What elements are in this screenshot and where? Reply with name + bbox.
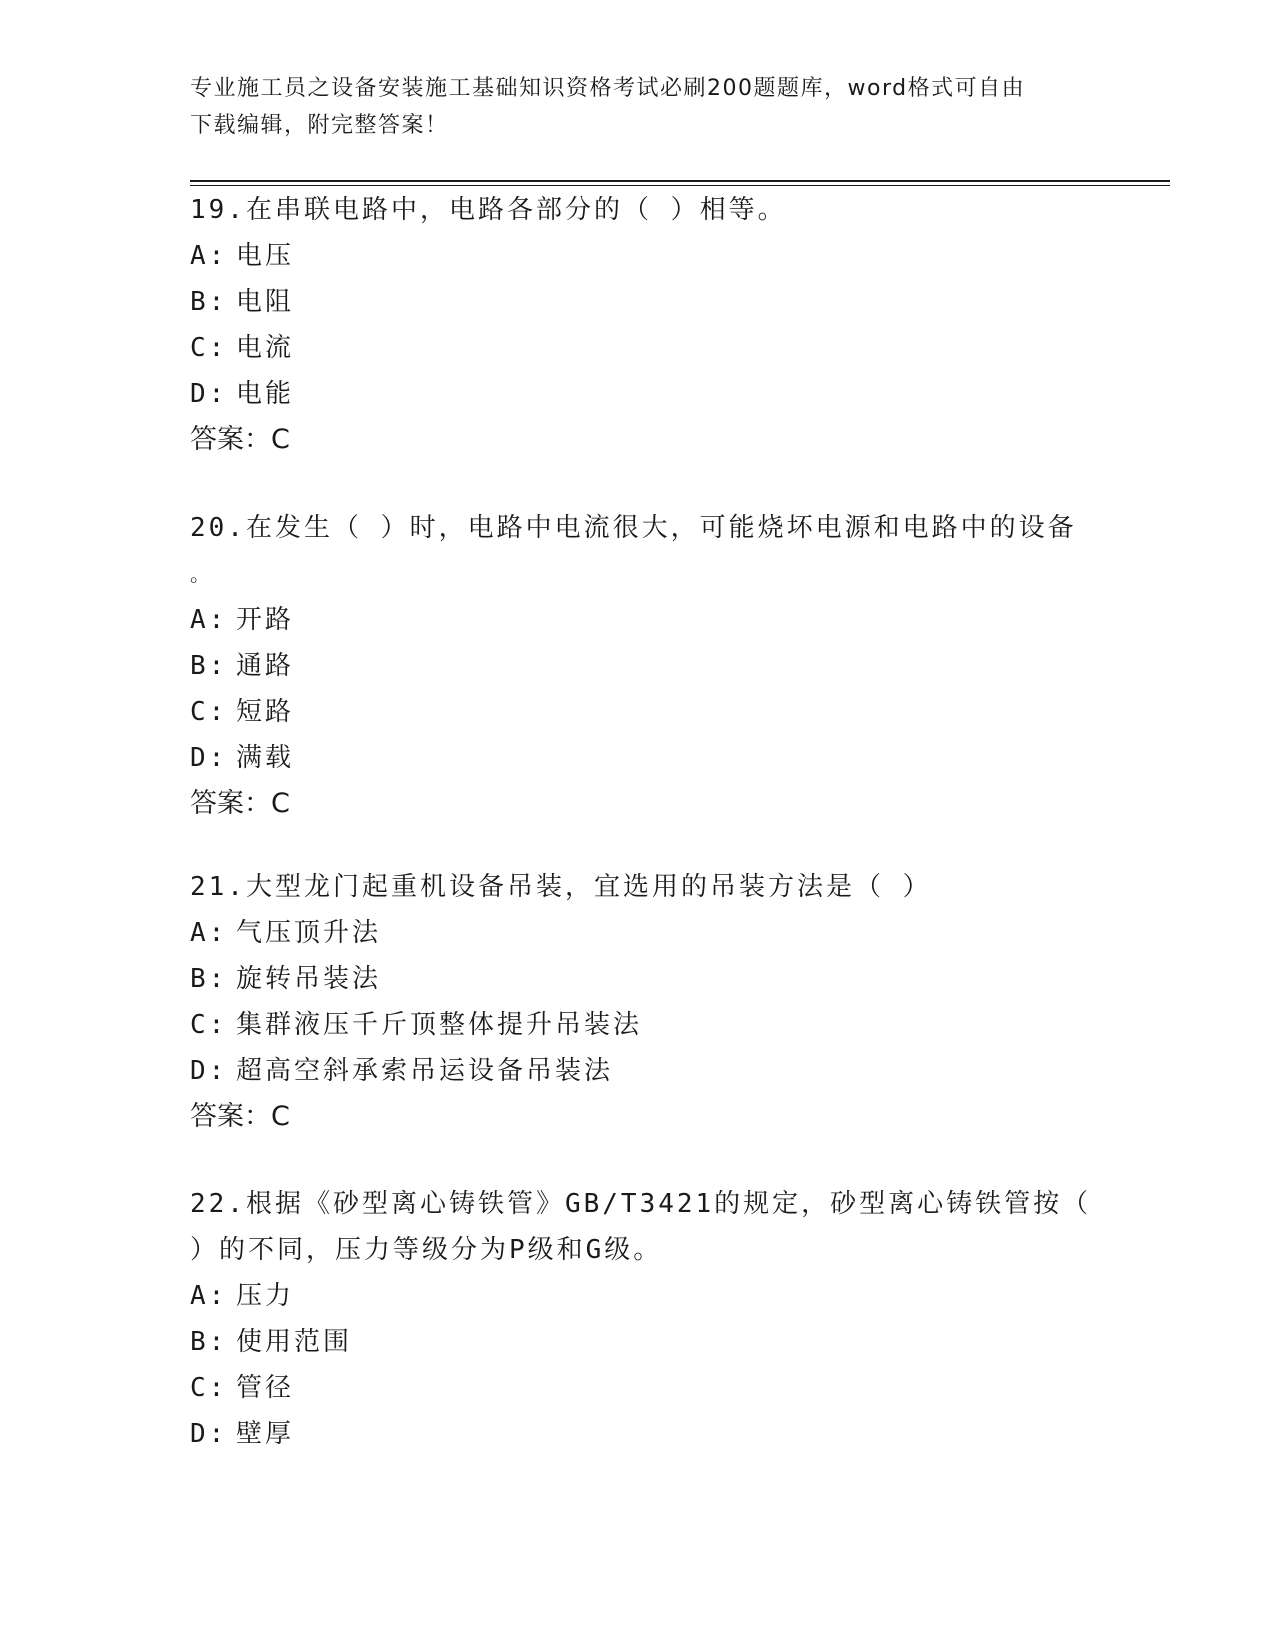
option-text: 气压顶升法 xyxy=(236,918,382,948)
header-line-2: 下载编辑，附完整答案！ xyxy=(190,113,449,138)
option-text: 电压 xyxy=(236,241,295,271)
option-text: 满载 xyxy=(236,743,295,773)
question-stem: 22.根据《砂型离心铸铁管》GB/T3421的规定，砂型离心铸铁管按（ xyxy=(190,1189,1092,1219)
option-text: 短路 xyxy=(236,697,295,727)
question-stem: 21.大型龙门起重机设备吊装，宜选用的吊装方法是（ ） xyxy=(190,872,932,902)
option-key: A: xyxy=(190,605,228,635)
header-divider-thin xyxy=(190,185,1170,186)
header-divider-thick xyxy=(190,180,1170,182)
option-key: C: xyxy=(190,697,228,727)
option-text: 电阻 xyxy=(236,287,295,317)
option-key: A: xyxy=(190,1281,228,1311)
option-a xyxy=(190,1273,1090,1319)
header-line-1: 专业施工员之设备安装施工基础知识资格考试必刷200题题库，word格式可自由 xyxy=(190,76,1026,101)
option-b xyxy=(190,643,1090,689)
question-stem-continuation: 。 xyxy=(190,562,213,586)
option-text: 旋转吊装法 xyxy=(236,964,382,994)
option-b xyxy=(190,279,1090,325)
option-d xyxy=(190,735,1090,781)
option-b xyxy=(190,956,1090,1002)
question-stem-continuation: ）的不同，压力等级分为P级和G级。 xyxy=(190,1235,663,1265)
option-key: C: xyxy=(190,1010,228,1040)
option-text: 集群液压千斤顶整体提升吊装法 xyxy=(236,1010,643,1040)
option-key: D: xyxy=(190,743,228,773)
option-text: 电能 xyxy=(236,379,295,409)
option-key: D: xyxy=(190,1056,228,1086)
question-20 xyxy=(190,505,1090,827)
option-text: 壁厚 xyxy=(236,1419,295,1449)
option-text: 通路 xyxy=(236,651,295,681)
option-c xyxy=(190,325,1090,371)
option-c xyxy=(190,689,1090,735)
option-text: 超高空斜承索吊运设备吊装法 xyxy=(236,1056,614,1086)
option-d xyxy=(190,371,1090,417)
question-22 xyxy=(190,1181,1090,1457)
answer: 答案：C xyxy=(190,424,290,455)
option-text: 管径 xyxy=(236,1373,295,1403)
option-d xyxy=(190,1411,1090,1457)
option-key: A: xyxy=(190,241,228,271)
option-c xyxy=(190,1365,1090,1411)
option-text: 使用范围 xyxy=(236,1327,353,1357)
option-a xyxy=(190,910,1090,956)
option-d xyxy=(190,1048,1090,1094)
option-key: B: xyxy=(190,651,228,681)
option-key: D: xyxy=(190,379,228,409)
option-key: C: xyxy=(190,1373,228,1403)
option-c xyxy=(190,1002,1090,1048)
question-19 xyxy=(190,187,1090,463)
option-key: C: xyxy=(190,333,228,363)
option-key: B: xyxy=(190,1327,228,1357)
question-21 xyxy=(190,864,1090,1140)
option-text: 电流 xyxy=(236,333,295,363)
option-key: A: xyxy=(190,918,228,948)
option-a xyxy=(190,233,1090,279)
option-b xyxy=(190,1319,1090,1365)
answer: 答案：C xyxy=(190,788,290,819)
option-text: 压力 xyxy=(236,1281,295,1311)
option-text: 开路 xyxy=(236,605,295,635)
question-stem: 19.在串联电路中，电路各部分的（ ）相等。 xyxy=(190,195,787,225)
document-header xyxy=(190,70,1070,144)
option-key: B: xyxy=(190,287,228,317)
option-a xyxy=(190,597,1090,643)
answer: 答案：C xyxy=(190,1101,290,1132)
option-key: D: xyxy=(190,1419,228,1449)
question-stem: 20.在发生（ ）时，电路中电流很大，可能烧坏电源和电路中的设备 xyxy=(190,513,1077,543)
option-key: B: xyxy=(190,964,228,994)
